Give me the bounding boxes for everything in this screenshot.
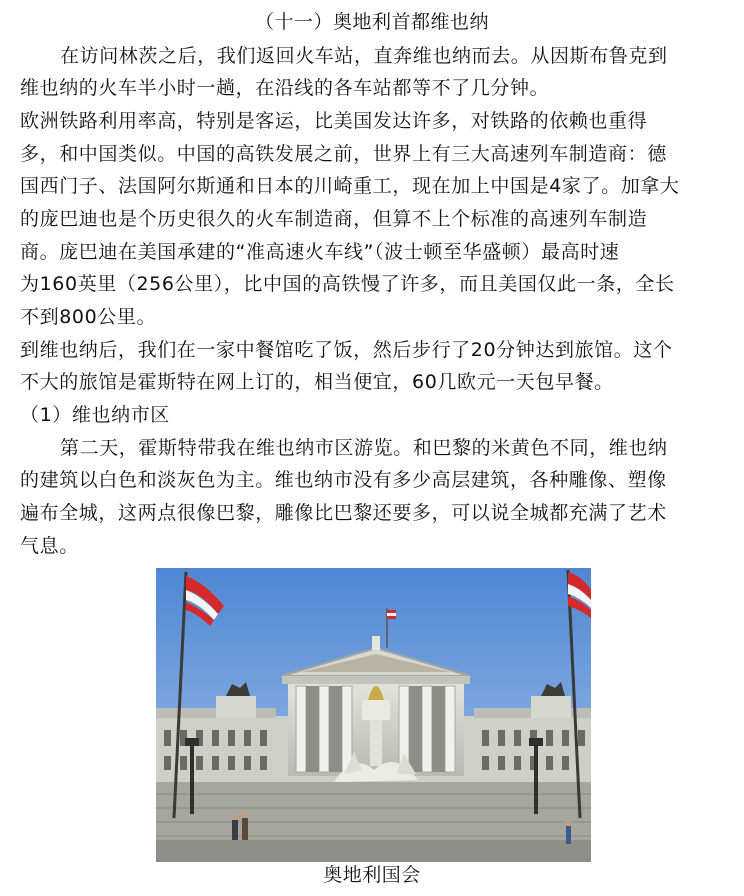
paragraph-line: 商。庞巴迪在美国承建的“准高速火车线”（波士顿至华盛顿）最高时速 [20, 241, 620, 263]
section-title: （十一）奥地利首都维也纳 [254, 11, 489, 33]
paragraph-line: 国西门子、法国阿尔斯通和日本的川崎重工，现在加上中国是4家了。加拿大 [20, 175, 680, 197]
photo-caption: 奥地利国会 [323, 864, 421, 886]
paragraph-line: 多，和中国类似。中国的高铁发展之前，世界上有三大高速列车制造商：德 [20, 143, 667, 165]
paragraph-line: 维也纳的火车半小时一趟，在沿线的各车站都等不了几分钟。 [20, 77, 550, 99]
paragraph-line: 为160英里（256公里），比中国的高铁慢了许多，而且美国仅此一条，全长 [20, 273, 675, 295]
paragraph-line: 遍布全城，这两点很像巴黎，雕像比巴黎还要多，可以说全城都充满了艺术 [20, 502, 667, 524]
paragraph-line: 不到800公里。 [20, 306, 157, 328]
paragraph-line: 不大的旅馆是霍斯特在网上订的，相当便宜，60几欧元一天包早餐。 [20, 371, 614, 393]
paragraph-line: 在访问林茨之后，我们返回火车站，直奔维也纳而去。从因斯布鲁克到 [60, 45, 668, 67]
paragraph-line: 气息。 [20, 535, 79, 557]
subsection-heading: （1）维也纳市区 [20, 404, 170, 426]
parliament-photo [156, 568, 591, 862]
paragraph-line: 的庞巴迪也是个历史很久的火车制造商，但算不上个标准的高速列车制造 [20, 208, 648, 230]
paragraph-line: 欧洲铁路利用率高，特别是客运，比美国发达许多，对铁路的依赖也重得 [20, 110, 648, 132]
paragraph-line: 第二天，霍斯特带我在维也纳市区游览。和巴黎的米黄色不同，维也纳 [60, 437, 668, 459]
paragraph-line: 的建筑以白色和淡灰色为主。维也纳市没有多少高层建筑，各种雕像、塑像 [20, 469, 667, 491]
paragraph-line: 到维也纳后，我们在一家中餐馆吃了饭，然后步行了20分钟达到旅馆。这个 [20, 339, 673, 361]
